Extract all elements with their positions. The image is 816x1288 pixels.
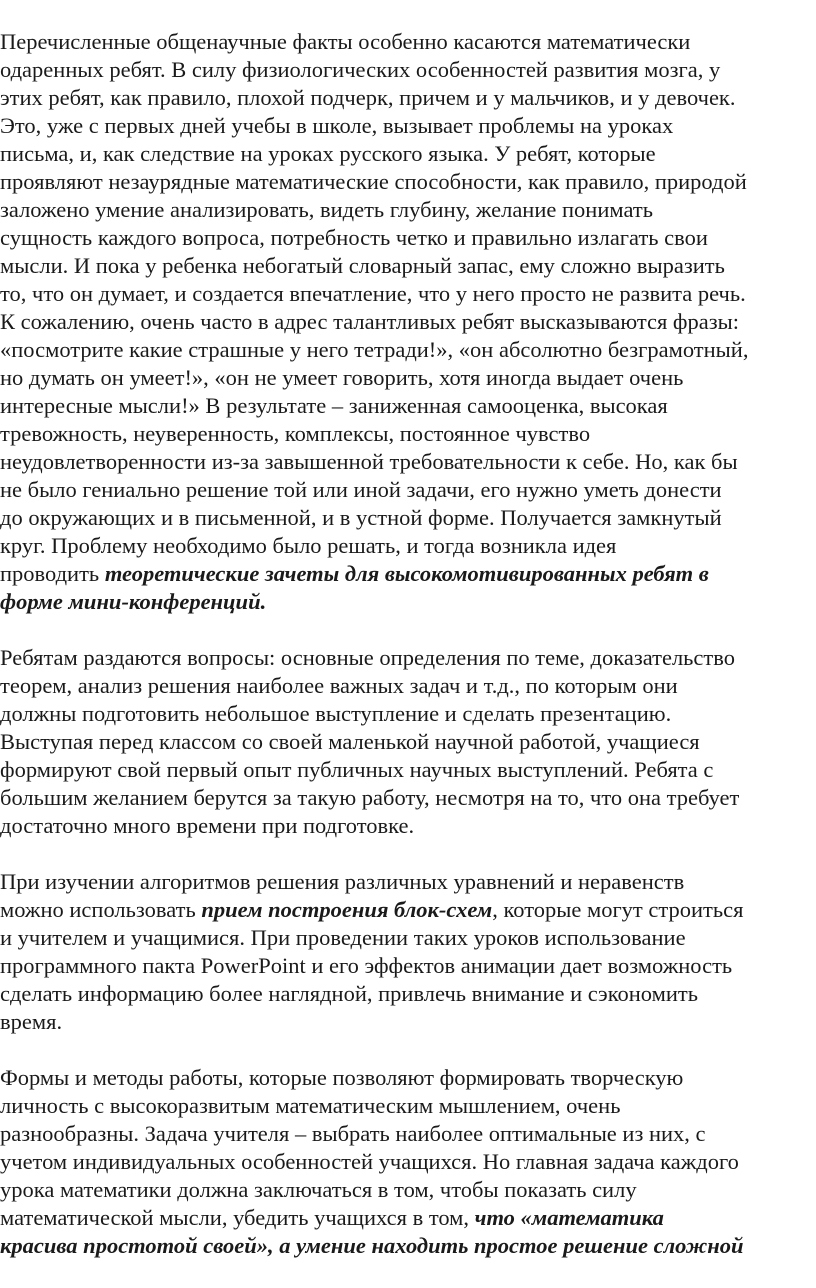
text-line (0, 364, 816, 392)
text-line (0, 308, 816, 336)
text-line (0, 1148, 816, 1176)
document-page (0, 28, 816, 1288)
emphasized-text: что «математика (474, 1205, 664, 1230)
text-line (0, 1120, 816, 1148)
text-run: круг. Проблему необходимо было решать, и тогда возникла идея (0, 533, 617, 558)
text-run: время. (0, 1009, 63, 1034)
text-run: тревожность, неуверенность, комплексы, постоянное чувство (0, 421, 591, 446)
text-line (0, 1008, 816, 1036)
text-run: и учителем и учащимися. При проведении таких уроков использование (0, 925, 686, 950)
text-run: учетом индивидуальных особенностей учащихся. Но главная задача каждого (0, 1149, 739, 1174)
text-line (0, 84, 816, 112)
text-line (0, 1064, 816, 1092)
text-run: Это, уже с первых дней учебы в школе, вызывает проблемы на уроках (0, 113, 674, 138)
text-run: большим желанием берутся за такую работу, несмотря на то, что она требует (0, 785, 740, 810)
text-line (0, 28, 816, 56)
text-line (0, 476, 816, 504)
text-line (0, 1176, 816, 1204)
text-line (0, 812, 816, 840)
text-line (0, 168, 816, 196)
text-run: письма, и, как следствие на уроках русского языка. У ребят, которые (0, 141, 656, 166)
paragraph (0, 1064, 816, 1260)
emphasized-text: красива простотой своей», а умение находить простое решение сложной (0, 1233, 744, 1258)
text-line (0, 448, 816, 476)
text-run: заложено умение анализировать, видеть глубину, желание понимать (0, 197, 653, 222)
text-run: Выступая перед классом со своей маленькой научной работой, учащиеся (0, 729, 700, 754)
text-line (0, 420, 816, 448)
text-run: интересные мысли!» В результате – заниженная самооценка, высокая (0, 393, 668, 418)
text-line (0, 644, 816, 672)
text-line (0, 280, 816, 308)
text-line (0, 924, 816, 952)
text-line (0, 112, 816, 140)
text-line (0, 588, 816, 616)
text-run: проявляют незаурядные математические способности, как правило, природой (0, 169, 747, 194)
text-run: К сожалению, очень часто в адрес талантливых ребят высказываются фразы: (0, 309, 739, 334)
text-run: неудовлетворенности из-за завышенной требовательности к себе. Но, как бы (0, 449, 738, 474)
text-run: формируют свой первый опыт публичных научных выступлений. Ребята с (0, 757, 714, 782)
text-line (0, 336, 816, 364)
text-run: проводить (0, 561, 105, 586)
text-line (0, 868, 816, 896)
text-line (0, 252, 816, 280)
text-run: то, что он думает, и создается впечатление, что у него просто не развита речь. (0, 281, 746, 306)
text-run: не было гениально решение той или иной задачи, его нужно уметь донести (0, 477, 722, 502)
text-run: этих ребят, как правило, плохой подчерк, причем и у мальчиков, и у девочек. (0, 85, 736, 110)
paragraph (0, 28, 816, 616)
text-line (0, 784, 816, 812)
text-run: одаренных ребят. В силу физиологических особенностей развития мозга, у (0, 57, 721, 82)
text-run: Ребятам раздаются вопросы: основные определения по теме, доказательство (0, 645, 735, 670)
text-run: мысли. И пока у ребенка небогатый словарный запас, ему сложно выразить (0, 253, 725, 278)
text-line (0, 56, 816, 84)
text-run: личность с высокоразвитым математическим мышлением, очень (0, 1093, 621, 1118)
paragraph (0, 644, 816, 840)
text-line (0, 1232, 816, 1260)
text-run: сущность каждого вопроса, потребность четко и правильно излагать свои (0, 225, 708, 250)
text-run: При изучении алгоритмов решения различных уравнений и неравенств (0, 869, 685, 894)
text-run: урока математики должна заключаться в том, чтобы показать силу (0, 1177, 637, 1202)
text-line (0, 560, 816, 588)
text-run: программного пакта PowerPoint и его эффектов анимации дает возможность (0, 953, 733, 978)
text-run: можно использовать (0, 897, 202, 922)
text-run: до окружающих и в письменной, и в устной форме. Получается замкнутый (0, 505, 722, 530)
text-line (0, 224, 816, 252)
text-line (0, 392, 816, 420)
text-line (0, 896, 816, 924)
text-line (0, 532, 816, 560)
text-line (0, 980, 816, 1008)
text-run: Перечисленные общенаучные факты особенно касаются математически (0, 29, 691, 54)
text-run: сделать информацию более наглядной, привлечь внимание и сэкономить (0, 981, 698, 1006)
text-line (0, 504, 816, 532)
text-line (0, 728, 816, 756)
text-run: Формы и методы работы, которые позволяют формировать творческую (0, 1065, 684, 1090)
text-run: разнообразны. Задача учителя – выбрать наиболее оптимальные из них, с (0, 1121, 706, 1146)
text-run: , которые могут строиться (492, 897, 744, 922)
text-run: «посмотрите какие страшные у него тетради!», «он абсолютно безграмотный, (0, 337, 749, 362)
text-run: но думать он умеет!», «он не умеет говорить, хотя иногда выдает очень (0, 365, 684, 390)
text-line (0, 952, 816, 980)
text-run: теорем, анализ решения наиболее важных задач и т.д., по которым они (0, 673, 678, 698)
text-run: достаточно много времени при подготовке. (0, 813, 415, 838)
text-run: должны подготовить небольшое выступление и сделать презентацию. (0, 701, 672, 726)
text-run: математической мысли, убедить учащихся в том, (0, 1205, 475, 1230)
emphasized-text: форме мини-конференций. (0, 589, 267, 614)
text-line (0, 756, 816, 784)
text-line (0, 140, 816, 168)
emphasized-text: теоретические зачеты для высокомотивированных ребят в (104, 561, 709, 586)
text-line (0, 1092, 816, 1120)
text-line (0, 1204, 816, 1232)
text-line (0, 672, 816, 700)
emphasized-text: прием построения блок-схем (201, 897, 493, 922)
text-line (0, 196, 816, 224)
text-line (0, 700, 816, 728)
paragraph (0, 868, 816, 1036)
